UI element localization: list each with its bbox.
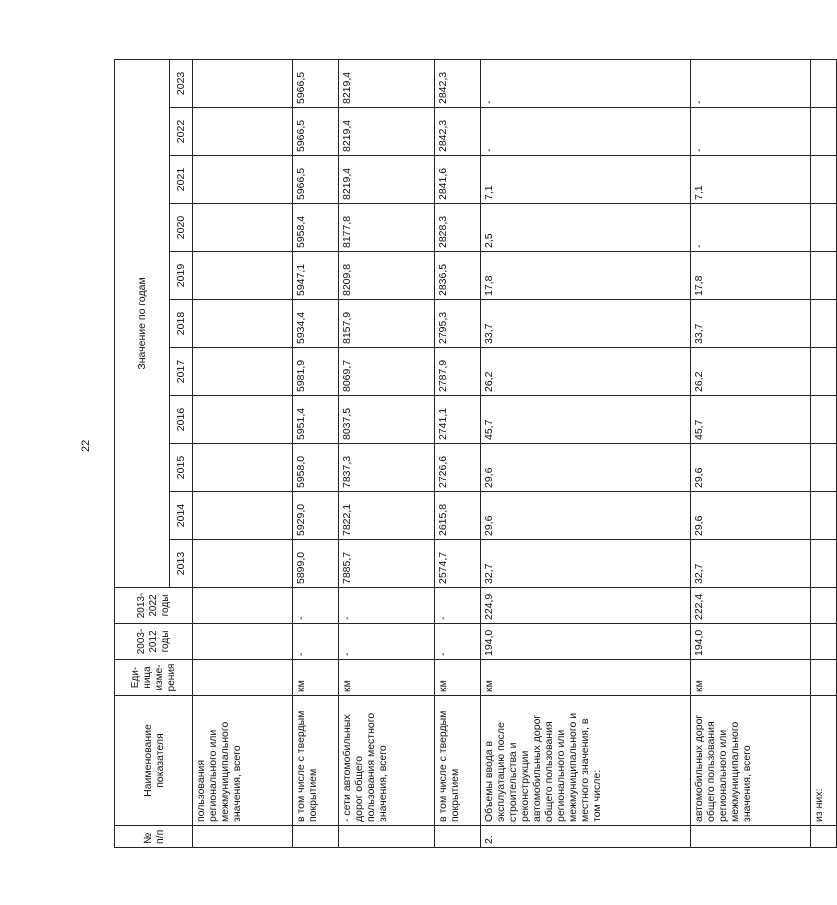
cell-year-value — [193, 492, 293, 540]
cell-year-value — [193, 59, 293, 107]
cell-no — [339, 826, 435, 848]
cell-unit: км — [481, 660, 691, 696]
cell-no: 2. — [481, 826, 691, 848]
cell-year-value — [193, 348, 293, 396]
cell-year-value — [811, 396, 837, 444]
cell-name: - сети автомобильных дорог общего пользования местного значения, всего — [339, 696, 435, 826]
cell-year-value: 2842,3 — [435, 108, 481, 156]
cell-no — [293, 826, 339, 848]
cell-year-value: 17,8 — [691, 252, 811, 300]
cell-year-value: 2795,3 — [435, 300, 481, 348]
table-row — [435, 59, 481, 847]
cell-year-value: 5966,5 — [293, 108, 339, 156]
cell-year-value: 5951,4 — [293, 396, 339, 444]
cell-year-value: 8219,4 — [339, 108, 435, 156]
cell-year-value — [193, 252, 293, 300]
cell-year-value: 7,1 — [481, 156, 691, 204]
cell-year-value: - — [481, 108, 691, 156]
cell-year-value: 2,5 — [481, 204, 691, 252]
table-row — [293, 59, 339, 847]
cell-name: Объемы ввода в эксплуатацию после строительства и реконструкции автомобильных дорог общего пользования регионального или межмуниципального и местного значения, в том числе: — [481, 696, 691, 826]
cell-no — [811, 826, 837, 848]
table-row — [193, 59, 293, 847]
year-header: 2014 — [170, 492, 193, 540]
cell-year-value: 8069,7 — [339, 348, 435, 396]
cell-year-value — [811, 59, 837, 107]
indicators-table — [114, 59, 837, 848]
year-header: 2015 — [170, 444, 193, 492]
cell-year-value: - — [691, 108, 811, 156]
year-header: 2023 — [170, 59, 193, 107]
header-row-1 — [115, 59, 170, 847]
year-header: 2022 — [170, 108, 193, 156]
cell-year-value: 2741,1 — [435, 396, 481, 444]
year-header: 2019 — [170, 252, 193, 300]
rotated-table-container — [114, 60, 825, 848]
header-no: № п/п — [115, 826, 193, 848]
cell-2013-2022 — [811, 588, 837, 624]
cell-year-value: 33,7 — [691, 300, 811, 348]
cell-unit: км — [691, 660, 811, 696]
cell-year-value — [811, 252, 837, 300]
table-row — [811, 59, 837, 847]
cell-year-value: 2787,9 — [435, 348, 481, 396]
cell-name: автомобильных дорог общего пользования регионального или межмуниципального значения, всего — [691, 696, 811, 826]
header-2003-2012: 2003-2012 годы — [115, 624, 193, 660]
cell-year-value — [811, 348, 837, 396]
cell-year-value: 29,6 — [481, 444, 691, 492]
cell-year-value: 8037,5 — [339, 396, 435, 444]
cell-year-value: 7837,3 — [339, 444, 435, 492]
cell-year-value: - — [481, 59, 691, 107]
cell-2013-2022: - — [293, 588, 339, 624]
cell-2003-2012 — [193, 624, 293, 660]
cell-year-value: 5929,0 — [293, 492, 339, 540]
cell-year-value: 32,7 — [481, 540, 691, 588]
cell-year-value: 29,6 — [481, 492, 691, 540]
cell-year-value: 5947,1 — [293, 252, 339, 300]
year-header: 2020 — [170, 204, 193, 252]
cell-no — [435, 826, 481, 848]
cell-year-value — [811, 540, 837, 588]
cell-year-value: 32,7 — [691, 540, 811, 588]
cell-no — [193, 826, 293, 848]
cell-year-value: 7822,1 — [339, 492, 435, 540]
cell-year-value — [811, 444, 837, 492]
cell-year-value: 5958,0 — [293, 444, 339, 492]
cell-year-value: 8219,4 — [339, 156, 435, 204]
year-header: 2021 — [170, 156, 193, 204]
cell-year-value: 45,7 — [691, 396, 811, 444]
cell-year-value: 8219,4 — [339, 59, 435, 107]
cell-year-value: 8209,8 — [339, 252, 435, 300]
cell-year-value — [193, 396, 293, 444]
cell-year-value — [193, 156, 293, 204]
cell-year-value: 2828,3 — [435, 204, 481, 252]
cell-name: пользования регионального или межмуниципального значения, всего — [193, 696, 293, 826]
header-values-by-year: Значение по годам — [115, 59, 170, 587]
cell-2003-2012 — [811, 624, 837, 660]
cell-name: в том числе с твердым покрытием — [435, 696, 481, 826]
year-header: 2016 — [170, 396, 193, 444]
header-unit: Еди-ница изме-рения — [115, 660, 193, 696]
cell-year-value — [811, 300, 837, 348]
cell-no — [691, 826, 811, 848]
cell-year-value: 7885,7 — [339, 540, 435, 588]
cell-2013-2022 — [193, 588, 293, 624]
cell-year-value: 2836,5 — [435, 252, 481, 300]
cell-year-value: 2842,3 — [435, 59, 481, 107]
cell-year-value: - — [691, 59, 811, 107]
table-row — [481, 59, 691, 847]
cell-year-value: 5958,4 — [293, 204, 339, 252]
cell-2013-2022: 224,9 — [481, 588, 691, 624]
cell-year-value — [811, 204, 837, 252]
cell-year-value: 7,1 — [691, 156, 811, 204]
cell-year-value — [811, 492, 837, 540]
cell-year-value — [193, 300, 293, 348]
cell-year-value: 5981,9 — [293, 348, 339, 396]
cell-year-value: 29,6 — [691, 444, 811, 492]
table-row — [691, 59, 811, 847]
cell-2013-2022: - — [339, 588, 435, 624]
cell-name: в том числе с твердым покрытием — [293, 696, 339, 826]
page-number: 22 — [80, 439, 92, 452]
cell-2003-2012: - — [435, 624, 481, 660]
cell-year-value — [193, 444, 293, 492]
cell-unit: км — [435, 660, 481, 696]
cell-name: из них: — [811, 696, 837, 826]
table-row — [339, 59, 435, 847]
cell-year-value: 5899,0 — [293, 540, 339, 588]
cell-2003-2012: - — [293, 624, 339, 660]
cell-year-value: 2841,6 — [435, 156, 481, 204]
cell-year-value — [193, 108, 293, 156]
cell-unit: км — [293, 660, 339, 696]
year-header: 2018 — [170, 300, 193, 348]
header-2013-2022: 2013-2022 годы — [115, 588, 193, 624]
cell-2003-2012: - — [339, 624, 435, 660]
cell-year-value — [193, 204, 293, 252]
cell-year-value: 26,2 — [691, 348, 811, 396]
cell-year-value: 8177,8 — [339, 204, 435, 252]
cell-year-value: 17,8 — [481, 252, 691, 300]
cell-unit — [811, 660, 837, 696]
cell-year-value — [193, 540, 293, 588]
cell-year-value: 45,7 — [481, 396, 691, 444]
cell-year-value: - — [691, 204, 811, 252]
cell-year-value — [811, 156, 837, 204]
cell-2003-2012: 194,0 — [691, 624, 811, 660]
cell-2013-2022: 222,4 — [691, 588, 811, 624]
cell-year-value: 26,2 — [481, 348, 691, 396]
cell-year-value: 33,7 — [481, 300, 691, 348]
year-header: 2013 — [170, 540, 193, 588]
year-header: 2017 — [170, 348, 193, 396]
cell-year-value: 2726,6 — [435, 444, 481, 492]
cell-2003-2012: 194,0 — [481, 624, 691, 660]
table-body — [193, 59, 837, 847]
cell-year-value: 8157,9 — [339, 300, 435, 348]
cell-year-value: 5966,5 — [293, 156, 339, 204]
cell-year-value: 2615,8 — [435, 492, 481, 540]
cell-year-value: 2574,7 — [435, 540, 481, 588]
header-name: Наименование показателя — [115, 696, 193, 826]
cell-unit — [193, 660, 293, 696]
cell-year-value: 5966,5 — [293, 59, 339, 107]
cell-year-value: 29,6 — [691, 492, 811, 540]
cell-year-value: 5934,4 — [293, 300, 339, 348]
cell-year-value — [811, 108, 837, 156]
cell-unit: км — [339, 660, 435, 696]
cell-2013-2022: - — [435, 588, 481, 624]
